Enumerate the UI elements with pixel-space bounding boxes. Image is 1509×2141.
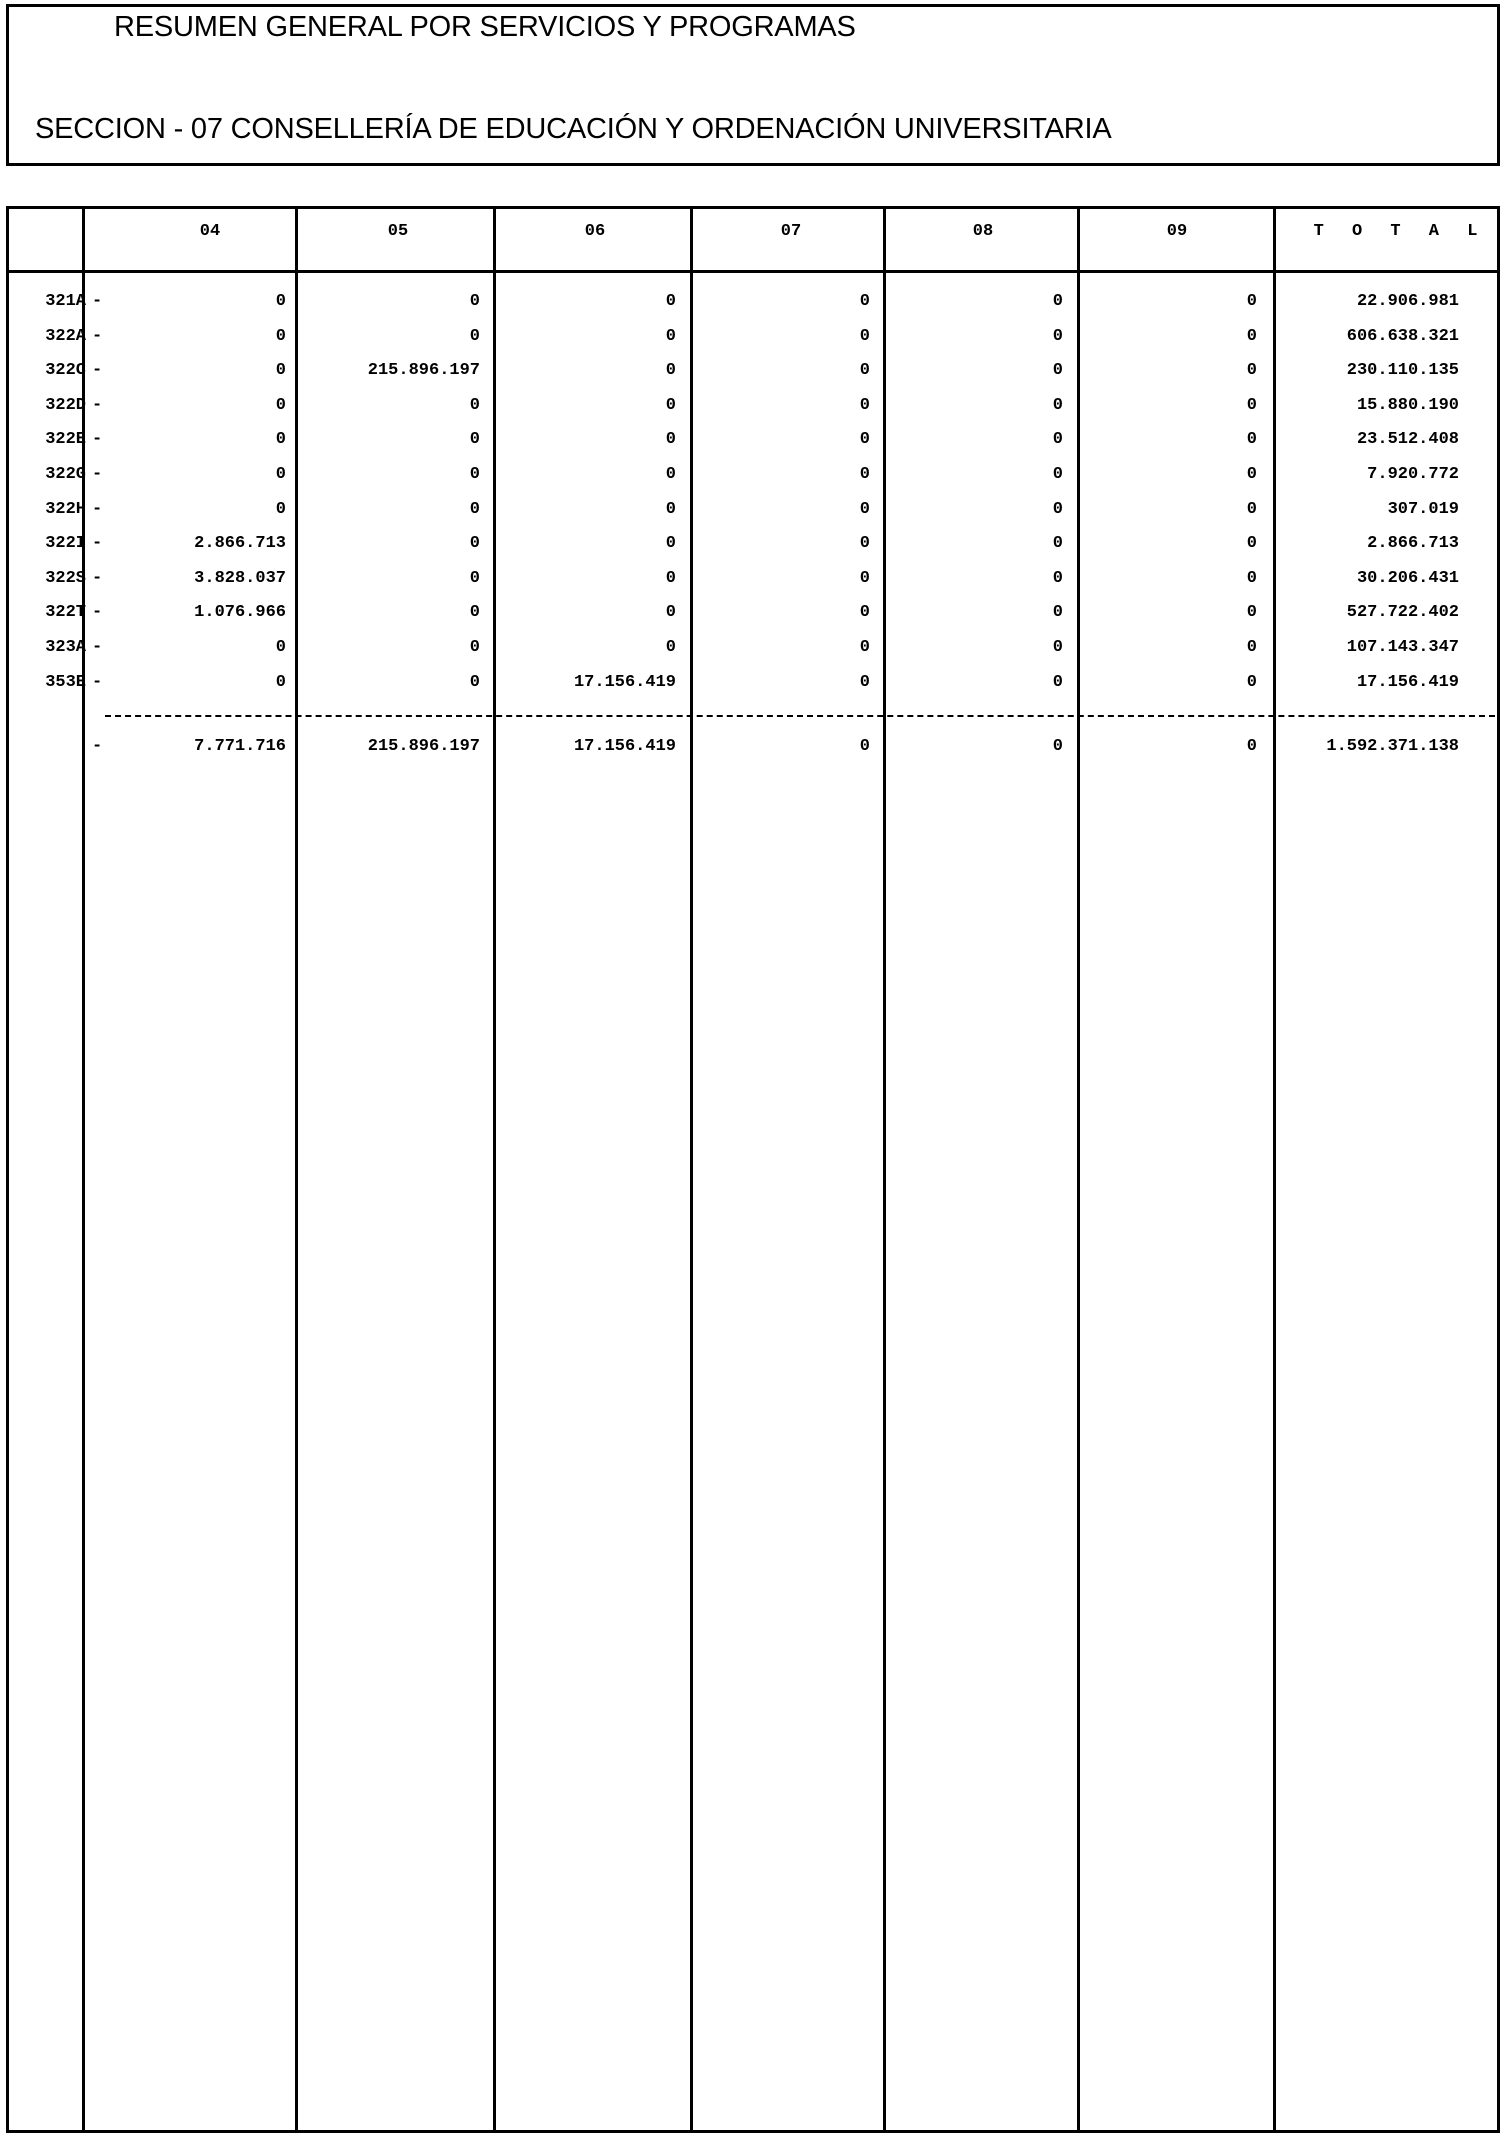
total-cell-04: 7.771.716	[194, 737, 286, 756]
cell-08: 0	[1052, 499, 1063, 519]
column-header-04: 04	[199, 222, 221, 241]
total-cell-07: 0	[859, 737, 870, 756]
cell-total: 2.866.713	[1367, 534, 1459, 554]
cell-total: 606.638.321	[1346, 326, 1459, 346]
cell-05: 0	[469, 638, 480, 657]
column-header-06: 06	[584, 222, 606, 241]
cell-08: 0	[1052, 326, 1063, 346]
row-dash: -	[92, 568, 103, 588]
row-dash: -	[92, 638, 103, 657]
cell-total: 22.906.981	[1356, 292, 1459, 311]
cell-total: 527.722.402	[1346, 603, 1459, 623]
cell-09: 0	[1246, 603, 1257, 623]
cell-05: 215.896.197	[367, 361, 480, 381]
cell-09: 0	[1246, 395, 1257, 415]
cell-05: 0	[469, 499, 480, 519]
cell-06: 0	[665, 465, 676, 484]
cell-06: 0	[665, 603, 676, 623]
table-row	[0, 465, 1509, 499]
cell-04: 0	[275, 465, 286, 484]
cell-05: 0	[469, 465, 480, 484]
cell-05: 0	[469, 292, 480, 311]
cell-08: 0	[1052, 638, 1063, 657]
cell-07: 0	[859, 603, 870, 623]
program-code: 322S	[45, 568, 86, 588]
row-dash: -	[92, 430, 103, 450]
table-row	[0, 327, 1509, 361]
cell-09: 0	[1246, 672, 1257, 692]
total-cell-06: 17.156.419	[573, 737, 676, 756]
table-row	[0, 430, 1509, 464]
cell-07: 0	[859, 395, 870, 415]
cell-04: 3.828.037	[194, 568, 286, 588]
column-header-08: 08	[972, 222, 994, 241]
cell-06: 0	[665, 534, 676, 554]
cell-08: 0	[1052, 430, 1063, 450]
cell-08: 0	[1052, 465, 1063, 484]
program-code: 322G	[45, 465, 86, 484]
cell-06: 0	[665, 499, 676, 519]
program-code: 323A	[45, 638, 86, 657]
cell-05: 0	[469, 568, 480, 588]
cell-07: 0	[859, 326, 870, 346]
cell-08: 0	[1052, 395, 1063, 415]
cell-07: 0	[859, 430, 870, 450]
cell-05: 0	[469, 395, 480, 415]
table-row	[0, 603, 1509, 637]
cell-09: 0	[1246, 534, 1257, 554]
row-dash: -	[92, 292, 103, 311]
row-dash: -	[92, 361, 103, 381]
cell-06: 0	[665, 361, 676, 381]
column-header-total: T O T A L	[1313, 222, 1487, 241]
table-row	[0, 292, 1509, 326]
cell-04: 0	[275, 361, 286, 381]
table-row	[0, 500, 1509, 534]
report-title: RESUMEN GENERAL POR SERVICIOS Y PROGRAMAS	[114, 11, 856, 43]
cell-09: 0	[1246, 638, 1257, 657]
column-header-07: 07	[780, 222, 802, 241]
cell-04: 0	[275, 499, 286, 519]
table-row	[0, 569, 1509, 603]
cell-08: 0	[1052, 672, 1063, 692]
program-code: 322A	[45, 326, 86, 346]
total-cell-05: 215.896.197	[367, 737, 480, 756]
cell-total: 307.019	[1387, 499, 1459, 519]
cell-04: 0	[275, 672, 286, 692]
totals-separator	[105, 715, 1495, 717]
row-dash: -	[92, 499, 103, 519]
cell-07: 0	[859, 361, 870, 381]
table-row	[0, 361, 1509, 395]
cell-08: 0	[1052, 292, 1063, 311]
total-cell-08: 0	[1052, 737, 1063, 756]
program-code: 322E	[45, 430, 86, 450]
table-row	[0, 396, 1509, 430]
cell-05: 0	[469, 672, 480, 692]
cell-05: 0	[469, 603, 480, 623]
totals-row	[0, 737, 1509, 771]
cell-05: 0	[469, 430, 480, 450]
row-dash: -	[92, 672, 103, 692]
cell-08: 0	[1052, 361, 1063, 381]
row-dash: -	[92, 534, 103, 554]
row-dash: -	[92, 395, 103, 415]
program-code: 322H	[45, 499, 86, 519]
cell-04: 0	[275, 326, 286, 346]
cell-09: 0	[1246, 326, 1257, 346]
program-code: 322I	[45, 534, 86, 554]
total-cell-total: 1.592.371.138	[1326, 737, 1459, 756]
cell-04: 0	[275, 430, 286, 450]
cell-09: 0	[1246, 499, 1257, 519]
row-dash: -	[92, 603, 103, 623]
program-code: 322D	[45, 395, 86, 415]
cell-07: 0	[859, 568, 870, 588]
cell-04: 2.866.713	[194, 534, 286, 554]
row-dash: -	[92, 465, 103, 484]
cell-06: 0	[665, 430, 676, 450]
cell-08: 0	[1052, 534, 1063, 554]
cell-04: 1.076.966	[194, 603, 286, 623]
program-code: 322T	[45, 603, 86, 623]
row-dash: -	[92, 326, 103, 346]
cell-09: 0	[1246, 465, 1257, 484]
cell-06: 0	[665, 638, 676, 657]
cell-09: 0	[1246, 568, 1257, 588]
cell-07: 0	[859, 465, 870, 484]
table-row	[0, 673, 1509, 707]
section-title: SECCION - 07 CONSELLERÍA DE EDUCACIÓN Y ORDENACIÓN UNIVERSITARIA	[35, 113, 1112, 145]
cell-total: 107.143.347	[1346, 638, 1459, 657]
cell-total: 30.206.431	[1356, 568, 1459, 588]
cell-09: 0	[1246, 292, 1257, 311]
cell-total: 230.110.135	[1346, 361, 1459, 381]
table-row	[0, 638, 1509, 672]
cell-08: 0	[1052, 603, 1063, 623]
cell-06: 0	[665, 292, 676, 311]
report-header	[6, 4, 1500, 166]
cell-total: 17.156.419	[1356, 672, 1459, 692]
cell-07: 0	[859, 534, 870, 554]
program-code: 322C	[45, 361, 86, 381]
cell-04: 0	[275, 395, 286, 415]
cell-total: 7.920.772	[1367, 465, 1459, 484]
cell-07: 0	[859, 638, 870, 657]
program-code: 353E	[45, 672, 86, 692]
cell-06: 0	[665, 326, 676, 346]
cell-05: 0	[469, 534, 480, 554]
cell-09: 0	[1246, 430, 1257, 450]
cell-09: 0	[1246, 361, 1257, 381]
table-row	[0, 534, 1509, 568]
cell-05: 0	[469, 326, 480, 346]
cell-06: 17.156.419	[573, 672, 676, 692]
cell-06: 0	[665, 568, 676, 588]
row-dash: -	[92, 737, 103, 756]
cell-total: 15.880.190	[1356, 395, 1459, 415]
cell-07: 0	[859, 499, 870, 519]
cell-07: 0	[859, 672, 870, 692]
total-cell-09: 0	[1246, 737, 1257, 756]
program-code: 321A	[45, 292, 86, 311]
column-header-09: 09	[1166, 222, 1188, 241]
column-header-05: 05	[387, 222, 409, 241]
cell-total: 23.512.408	[1356, 430, 1459, 450]
cell-04: 0	[275, 292, 286, 311]
cell-07: 0	[859, 292, 870, 311]
cell-06: 0	[665, 395, 676, 415]
cell-04: 0	[275, 638, 286, 657]
cell-08: 0	[1052, 568, 1063, 588]
